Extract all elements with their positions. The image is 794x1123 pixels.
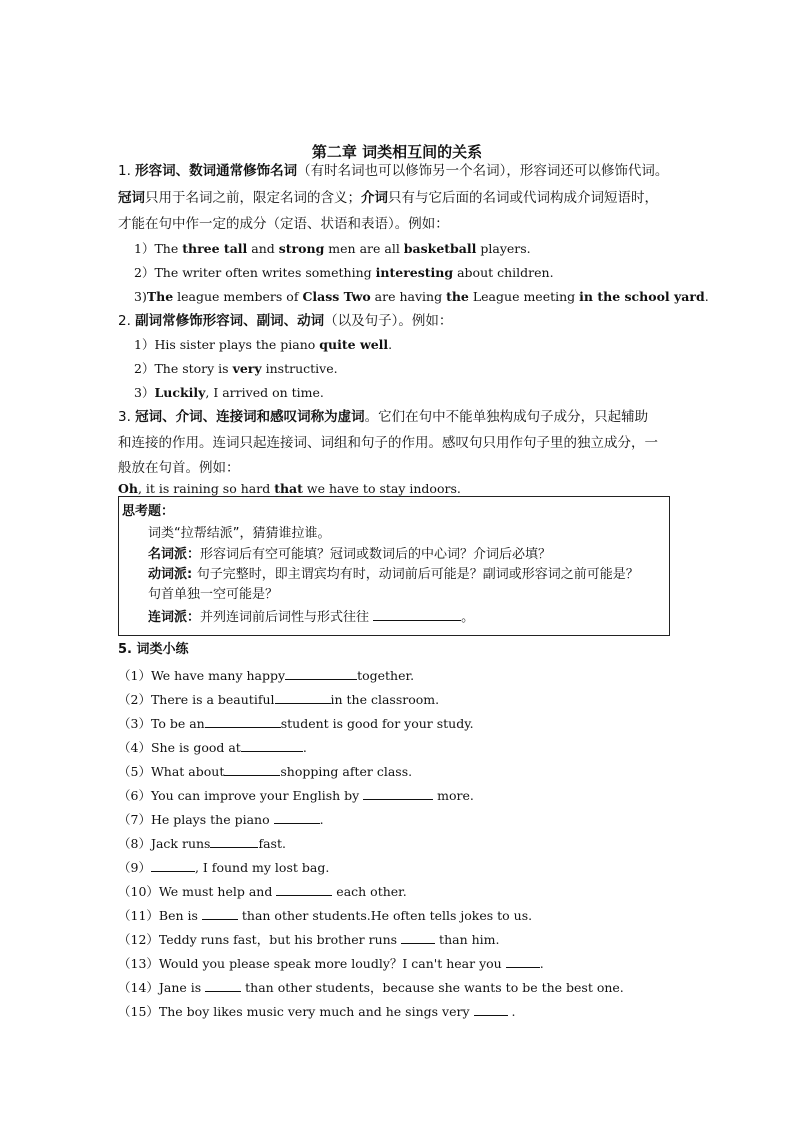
exercise-item — [118, 739, 307, 756]
fill-in-blank[interactable] — [224, 763, 280, 776]
box-line3 — [148, 567, 639, 583]
bold-text: basketball — [403, 241, 477, 256]
exercise-prompt: （1）We have many happy — [118, 668, 286, 683]
exercise-prompt: （11）Ben is — [118, 908, 202, 923]
text-run: , I arrived on time. — [205, 385, 324, 400]
box-heading: 思考题： — [122, 504, 175, 519]
text-run: are having — [370, 289, 447, 304]
text-run: 2）The story is — [134, 361, 233, 376]
exercise-item — [118, 667, 414, 684]
exercise-prompt: （5）What about — [118, 764, 225, 779]
fill-in-blank[interactable] — [274, 811, 320, 824]
exercise-prompt: （9） — [118, 860, 151, 875]
exercise-suffix: . — [302, 740, 307, 755]
bold-text: The — [146, 289, 174, 304]
fill-in-blank[interactable] — [506, 955, 540, 968]
fill-in-blank[interactable] — [276, 883, 332, 896]
bold-text: Oh — [118, 481, 138, 496]
sec2-example-3 — [134, 385, 324, 401]
bold-text: Class Two — [302, 289, 371, 304]
exercise-item — [118, 763, 412, 780]
bold-text: three tall — [182, 241, 248, 256]
exercise-suffix: , I found my lost bag. — [194, 860, 330, 875]
exercise-prompt: （4）She is good at — [118, 740, 241, 755]
exercise-suffix: than him. — [435, 932, 500, 947]
sec1-example-1 — [134, 241, 531, 257]
sec2-example-1 — [134, 337, 392, 353]
sec1-line2 — [118, 190, 658, 206]
box-line1: 词类“拉帮结派”，猜猜谁拉谁。 — [148, 526, 331, 541]
bold-text: quite well — [319, 337, 389, 352]
exercise-suffix: . — [319, 812, 324, 827]
sec2-line1 — [118, 313, 452, 329]
text-run: 2）The writer often writes something — [134, 265, 376, 280]
text-run: 只用于名词之前，限定名词的含义； — [145, 190, 361, 206]
fill-in-blank[interactable] — [474, 1003, 508, 1016]
bold-text: 形容词、数词通常修饰名词 — [135, 163, 298, 179]
noun-group-label: 名词派： — [148, 547, 201, 562]
fill-in-blank[interactable] — [363, 787, 433, 800]
text-run: and — [247, 241, 279, 256]
text-run: , it is raining so hard — [137, 481, 275, 496]
noun-group-text: 形容词后有空可能填？冠词或数词后的中心词？介词后必填？ — [200, 547, 552, 562]
answer-blank[interactable] — [373, 608, 461, 621]
sec3-line3: 般放在句首。例如： — [118, 460, 240, 476]
text-run: instructive. — [261, 361, 338, 376]
text-run: . — [388, 337, 393, 352]
sec1-example-3 — [134, 289, 709, 305]
verb-group-label: 动词派: — [148, 567, 197, 582]
text-run: 3. — [118, 409, 136, 425]
sec3-example — [118, 481, 461, 497]
text-run: 3） — [134, 385, 155, 400]
fill-in-blank[interactable] — [241, 739, 303, 752]
bold-text: 冠词 — [118, 190, 145, 206]
exercise-suffix: in the classroom. — [330, 692, 440, 707]
exercise-prompt: （2）There is a beautiful — [118, 692, 275, 707]
conj-group-end: 。 — [461, 610, 475, 625]
exercise-item — [118, 955, 544, 972]
sec1-line1 — [118, 163, 668, 179]
exercise-item — [118, 715, 474, 732]
text-run: we have to stay indoors. — [302, 481, 461, 496]
exercise-suffix: student is good for your study. — [280, 716, 474, 731]
exercise-prompt: （13）Would you please speak more loudly？I can't hear you — [118, 956, 506, 971]
text-run: 。它们在句中不能单独构成句子成分，只起辅助 — [364, 409, 649, 425]
exercise-prompt: （10）We must help and — [118, 884, 277, 899]
exercise-item — [118, 883, 407, 900]
exercise-suffix: than other students.He often tells jokes to us. — [237, 908, 533, 923]
exercise-item — [118, 907, 532, 924]
box-line4: 句首单独一空可能是？ — [148, 587, 279, 602]
box-line5 — [148, 608, 474, 626]
verb-group-text: 句子完整时，即主谓宾均有时，动词前后可能是？副词或形容词之前可能是？ — [196, 567, 639, 582]
fill-in-blank[interactable] — [205, 715, 281, 728]
bold-text: in the school yard — [579, 289, 705, 304]
exercise-prompt: （3）To be an — [118, 716, 205, 731]
exercise-item — [118, 859, 329, 876]
exercise-prompt: （7）He plays the piano — [118, 812, 274, 827]
conj-group-text: 并列连词前后词性与形式往往 — [200, 610, 374, 625]
bold-text: 介词 — [361, 190, 388, 206]
exercise-item — [118, 835, 286, 852]
exercise-suffix: fast. — [258, 836, 286, 851]
fill-in-blank[interactable] — [285, 667, 357, 680]
bold-text: the — [446, 289, 469, 304]
exercise-prompt: （6）You can improve your English by — [118, 788, 364, 803]
bold-text: 冠词、介词、连接词和感叹词称为虚词 — [135, 409, 365, 425]
fill-in-blank[interactable] — [205, 979, 241, 992]
conj-group-label: 连词派： — [148, 610, 201, 625]
fill-in-blank[interactable] — [401, 931, 435, 944]
text-run: . — [704, 289, 709, 304]
bold-text: strong — [278, 241, 325, 256]
fill-in-blank[interactable] — [202, 907, 238, 920]
bold-text: Luckily — [154, 385, 206, 400]
exercise-prompt: （12）Teddy runs fast，but his brother runs — [118, 932, 402, 947]
box-line2 — [148, 547, 551, 563]
text-run: 2. — [118, 313, 136, 329]
exercise-item — [118, 691, 439, 708]
fill-in-blank[interactable] — [275, 691, 331, 704]
exercise-item — [118, 1003, 515, 1020]
text-run: 1. — [118, 163, 136, 179]
exercise-item — [118, 931, 499, 948]
exercise-suffix: together. — [357, 668, 415, 683]
text-run: 1）The — [134, 241, 183, 256]
exercise-prompt: （8）Jack runs — [118, 836, 211, 851]
exercise-suffix: each other. — [332, 884, 407, 899]
text-run: 1）His sister plays the piano — [134, 337, 320, 352]
exercise-suffix: shopping after class. — [280, 764, 413, 779]
text-run: （以及句子）。例如： — [324, 313, 453, 329]
text-run: （有时名词也可以修饰另一个名词），形容词还可以修饰代词。 — [297, 163, 669, 179]
exercise-item — [118, 979, 624, 996]
sec3-line2: 和连接的作用。连词只起连接词、词组和句子的作用。感叹句只用作句子里的独立成分，一 — [118, 435, 658, 451]
text-run: men are all — [324, 241, 404, 256]
exercise-prompt: （15）The boy likes music very much and he sings very — [118, 1004, 474, 1019]
text-run: league members of — [173, 289, 303, 304]
sec3-line1 — [118, 409, 648, 425]
text-run: 3) — [134, 289, 147, 304]
exercise-item — [118, 811, 324, 828]
text-run: players. — [476, 241, 531, 256]
text-run: League meeting — [468, 289, 580, 304]
sec5-heading: 5. 词类小练 — [118, 642, 189, 657]
sec1-example-2 — [134, 265, 554, 281]
fill-in-blank[interactable] — [210, 835, 258, 848]
exercise-item — [118, 787, 474, 804]
fill-in-blank[interactable] — [151, 859, 195, 872]
bold-text: that — [274, 481, 303, 496]
text-run: 只有与它后面的名词或代词构成介词短语时， — [388, 190, 658, 206]
sec2-example-2 — [134, 361, 338, 377]
chapter-title: 第二章 词类相互间的关系 — [311, 143, 483, 161]
exercise-suffix: . — [539, 956, 544, 971]
exercise-suffix: more. — [433, 788, 474, 803]
bold-text: interesting — [375, 265, 454, 280]
text-run: about children. — [453, 265, 554, 280]
exercise-suffix: than other students，because she wants to be the best one. — [241, 980, 624, 995]
sec1-line3: 才能在句中作一定的成分（定语、状语和表语）。例如： — [118, 216, 449, 232]
bold-text: very — [232, 361, 262, 376]
bold-text: 副词常修饰形容词、副词、动词 — [135, 313, 325, 329]
exercise-prompt: （14）Jane is — [118, 980, 206, 995]
exercise-suffix: . — [507, 1004, 516, 1019]
